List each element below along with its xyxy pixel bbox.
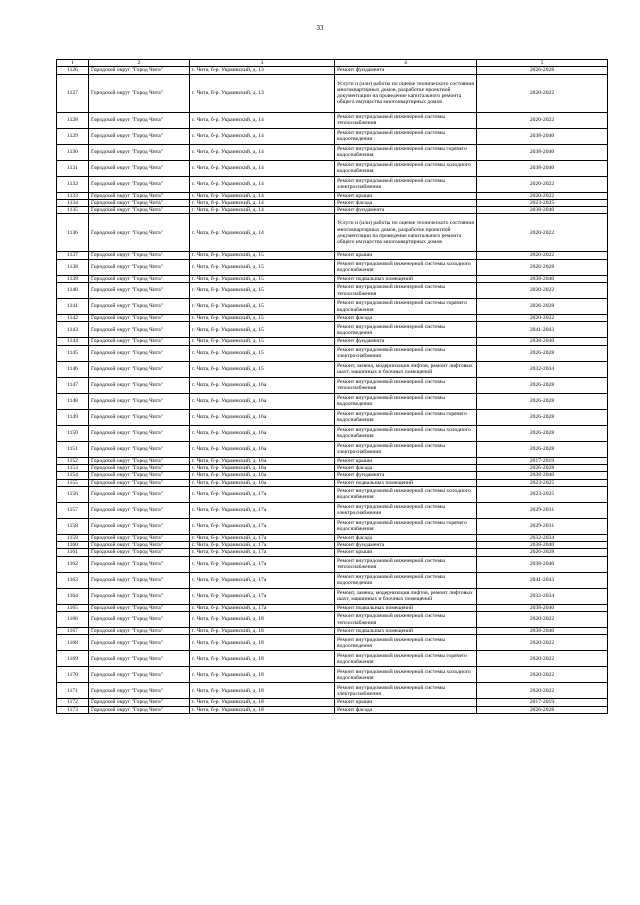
work-type: Ремонт фундамента: [335, 472, 477, 479]
municipality: Городской округ "Город Чита": [89, 699, 190, 706]
address: г. Чита, б-р. Украинский, д. 15: [190, 259, 335, 275]
period: 2020-2022: [477, 283, 608, 299]
period: 2023-2025: [477, 479, 608, 486]
address: г. Чита, б-р. Украинский, д. 16а: [190, 441, 335, 457]
row-number: 1166: [57, 612, 89, 628]
work-type: Ремонт внутридомовой инженерной системы горячего водоснабжения: [335, 144, 477, 160]
table-header-row: [57, 60, 608, 67]
table-row: [57, 67, 608, 74]
table-row: [57, 667, 608, 683]
period: 2038-2040: [477, 144, 608, 160]
table-row: [57, 441, 608, 457]
municipality: Городской округ "Город Чита": [89, 635, 190, 651]
row-number: 1155: [57, 479, 89, 486]
table-row: [57, 635, 608, 651]
municipality: Городской округ "Город Чита": [89, 572, 190, 588]
table-row: [57, 479, 608, 486]
row-number: 1132: [57, 176, 89, 192]
address: г. Чита, б-р. Украинский, д. 15: [190, 361, 335, 377]
table-row: [57, 556, 608, 572]
work-type: Ремонт внутридомовой инженерной системы водоотведения: [335, 572, 477, 588]
page-number: 33: [316, 24, 324, 32]
period: 2020-2022: [477, 683, 608, 699]
municipality: Городской округ "Город Чита": [89, 192, 190, 199]
municipality: Городской округ "Город Чита": [89, 667, 190, 683]
work-type: Ремонт подвальных помещений: [335, 479, 477, 486]
table-row: [57, 74, 608, 112]
municipality: Городской округ "Город Чита": [89, 534, 190, 541]
column-header: 1: [57, 60, 89, 67]
address: г. Чита, б-р. Украинский, д. 17а: [190, 486, 335, 502]
period: 2020-2022: [477, 315, 608, 322]
period: 2020-2022: [477, 176, 608, 192]
period: 2017-2019: [477, 457, 608, 464]
municipality: Городской округ "Город Чита": [89, 409, 190, 425]
row-number: 1170: [57, 667, 89, 683]
address: г. Чита, б-р. Украинский, д. 18: [190, 699, 335, 706]
address: г. Чита, б-р. Украинский, д. 13: [190, 74, 335, 112]
period: 2038-2040: [477, 160, 608, 176]
row-number: 1130: [57, 144, 89, 160]
address: г. Чита, б-р. Украинский, д. 17а: [190, 518, 335, 534]
address: г. Чита, б-р. Украинский, д. 15: [190, 252, 335, 259]
work-type: Ремонт внутридомовой инженерной системы водоотведения: [335, 393, 477, 409]
work-type: Ремонт, замена, модернизация лифтов, ремонт лифтовых шахт, машинных и блочных помещений: [335, 361, 477, 377]
table-row: [57, 518, 608, 534]
work-type: Ремонт крыши: [335, 192, 477, 199]
row-number: 1163: [57, 572, 89, 588]
row-number: 1154: [57, 472, 89, 479]
period: 2020-2022: [477, 667, 608, 683]
work-type: Ремонт фасада: [335, 464, 477, 471]
address: г. Чита, б-р. Украинский, д. 14: [190, 160, 335, 176]
row-number: 1134: [57, 199, 89, 206]
period: 2038-2040: [477, 128, 608, 144]
table-row: [57, 588, 608, 604]
table-row: [57, 207, 608, 214]
row-number: 1136: [57, 214, 89, 252]
row-number: 1141: [57, 299, 89, 315]
address: г. Чита, б-р. Украинский, д. 14: [190, 176, 335, 192]
period: 2038-2040: [477, 338, 608, 345]
work-type: Ремонт фундамента: [335, 67, 477, 74]
period: 2038-2040: [477, 275, 608, 282]
column-header: 5: [477, 60, 608, 67]
table-row: [57, 457, 608, 464]
work-type: Ремонт фасада: [335, 706, 477, 713]
work-type: Ремонт внутридомовой инженерной системы электроснабжения: [335, 683, 477, 699]
period: 2026-2028: [477, 464, 608, 471]
work-type: Ремонт внутридомовой инженерной системы холодного водоснабжения: [335, 486, 477, 502]
work-type: Ремонт внутридомовой инженерной системы электроснабжения: [335, 441, 477, 457]
table-row: [57, 472, 608, 479]
column-header: 4: [335, 60, 477, 67]
table-row: [57, 252, 608, 259]
address: г. Чита, б-р. Украинский, д. 14: [190, 144, 335, 160]
row-number: 1158: [57, 518, 89, 534]
table-row: [57, 275, 608, 282]
municipality: Городской округ "Город Чита": [89, 322, 190, 338]
period: 2026-2028: [477, 549, 608, 556]
table-row: [57, 322, 608, 338]
address: г. Чита, б-р. Украинский, д. 14: [190, 192, 335, 199]
work-type: Ремонт внутридомовой инженерной системы холодного водоснабжения: [335, 667, 477, 683]
period: 2029-2031: [477, 518, 608, 534]
address: г. Чита, б-р. Украинский, д. 16а: [190, 393, 335, 409]
period: 2029-2031: [477, 502, 608, 518]
work-type: Ремонт подвальных помещений: [335, 628, 477, 635]
address: г. Чита, б-р. Украинский, д. 18: [190, 667, 335, 683]
address: г. Чита, б-р. Украинский, д. 15: [190, 345, 335, 361]
municipality: Городской округ "Город Чита": [89, 315, 190, 322]
row-number: 1133: [57, 192, 89, 199]
row-number: 1138: [57, 259, 89, 275]
table-row: [57, 144, 608, 160]
row-number: 1159: [57, 534, 89, 541]
table-row: [57, 214, 608, 252]
municipality: Городской округ "Город Чита": [89, 252, 190, 259]
row-number: 1150: [57, 425, 89, 441]
table-row: [57, 128, 608, 144]
municipality: Городской округ "Город Чита": [89, 542, 190, 549]
table-row: [57, 572, 608, 588]
period: 2020-2022: [477, 112, 608, 128]
municipality: Городской округ "Город Чита": [89, 199, 190, 206]
address: г. Чита, б-р. Украинский, д. 15: [190, 275, 335, 282]
table-row: [57, 160, 608, 176]
address: г. Чита, б-р. Украинский, д. 16а: [190, 472, 335, 479]
address: г. Чита, б-р. Украинский, д. 16а: [190, 464, 335, 471]
work-type: Ремонт внутридомовой инженерной системы горячего водоснабжения: [335, 518, 477, 534]
table-row: [57, 651, 608, 667]
municipality: Городской округ "Город Чита": [89, 425, 190, 441]
work-type: Ремонт внутридомовой инженерной системы горячего водоснабжения: [335, 409, 477, 425]
municipality: Городской округ "Город Чита": [89, 338, 190, 345]
row-number: 1160: [57, 542, 89, 549]
municipality: Городской округ "Город Чита": [89, 74, 190, 112]
table-row: [57, 345, 608, 361]
row-number: 1151: [57, 441, 89, 457]
period: 2038-2040: [477, 472, 608, 479]
address: г. Чита, б-р. Украинский, д. 16а: [190, 425, 335, 441]
work-type: Ремонт внутридомовой инженерной системы холодного водоснабжения: [335, 259, 477, 275]
row-number: 1147: [57, 377, 89, 393]
work-type: Ремонт фасада: [335, 315, 477, 322]
table-row: [57, 338, 608, 345]
address: г. Чита, б-р. Украинский, д. 15: [190, 315, 335, 322]
table-row: [57, 315, 608, 322]
work-type: Ремонт внутридомовой инженерной системы теплоснабжения: [335, 377, 477, 393]
period: 2026-2028: [477, 345, 608, 361]
period: 2020-2022: [477, 192, 608, 199]
address: г. Чита, б-р. Украинский, д. 15: [190, 299, 335, 315]
table-row: [57, 393, 608, 409]
municipality: Городской округ "Город Чита": [89, 128, 190, 144]
row-number: 1129: [57, 128, 89, 144]
municipality: Городской округ "Город Чита": [89, 706, 190, 713]
work-type: Ремонт крыши: [335, 699, 477, 706]
municipality: Городской округ "Город Чита": [89, 377, 190, 393]
period: 2020-2022: [477, 252, 608, 259]
address: г. Чита, б-р. Украинский, д. 13: [190, 67, 335, 74]
table-row: [57, 409, 608, 425]
row-number: 1148: [57, 393, 89, 409]
address: г. Чита, б-р. Украинский, д. 18: [190, 683, 335, 699]
row-number: 1171: [57, 683, 89, 699]
table-row: [57, 683, 608, 699]
work-type: Ремонт внутридомовой инженерной системы горячего водоснабжения: [335, 299, 477, 315]
municipality: Городской округ "Город Чита": [89, 144, 190, 160]
address: г. Чита, б-р. Украинский, д. 18: [190, 635, 335, 651]
period: 2026-2028: [477, 441, 608, 457]
table-row: [57, 192, 608, 199]
table-row: [57, 534, 608, 541]
work-type: Ремонт внутридомовой инженерной системы водоотведения: [335, 635, 477, 651]
period: 2020-2022: [477, 635, 608, 651]
period: 2032-2034: [477, 361, 608, 377]
work-type: Ремонт фундамента: [335, 207, 477, 214]
municipality: Городской округ "Город Чита": [89, 275, 190, 282]
municipality: Городской округ "Город Чита": [89, 472, 190, 479]
work-type: Услуги и (или) работы по оценке технического состояния многоквартирных домов, разработке проектной документации на проведение капитального ремонта общего имущества многоквартирных домов: [335, 74, 477, 112]
work-type: Ремонт внутридомовой инженерной системы холодного водоснабжения: [335, 425, 477, 441]
row-number: 1145: [57, 345, 89, 361]
period: 2020-2022: [477, 612, 608, 628]
row-number: 1143: [57, 322, 89, 338]
table-row: [57, 542, 608, 549]
table-row: [57, 299, 608, 315]
period: 2032-2034: [477, 534, 608, 541]
row-number: 1165: [57, 604, 89, 611]
address: г. Чита, б-р. Украинский, д. 17а: [190, 534, 335, 541]
work-type: Ремонт подвальных помещений: [335, 604, 477, 611]
municipality: Городской округ "Город Чита": [89, 612, 190, 628]
work-type: Услуги и (или) работы по оценке технического состояния многоквартирных домов, разработке проектной документации на проведение капитального ремонта общего имущества многоквартирных домов: [335, 214, 477, 252]
row-number: 1156: [57, 486, 89, 502]
address: г. Чита, б-р. Украинский, д. 14: [190, 207, 335, 214]
row-number: 1167: [57, 628, 89, 635]
row-number: 1168: [57, 635, 89, 651]
municipality: Городской округ "Город Чита": [89, 556, 190, 572]
municipality: Городской округ "Город Чита": [89, 259, 190, 275]
row-number: 1127: [57, 74, 89, 112]
period: 2038-2040: [477, 542, 608, 549]
table-row: [57, 604, 608, 611]
work-type: Ремонт крыши: [335, 549, 477, 556]
period: 2026-2028: [477, 299, 608, 315]
table-row: [57, 486, 608, 502]
municipality: Городской округ "Город Чита": [89, 628, 190, 635]
municipality: Городской округ "Город Чита": [89, 361, 190, 377]
row-number: 1149: [57, 409, 89, 425]
table-row: [57, 176, 608, 192]
table-row: [57, 112, 608, 128]
period: 2026-2028: [477, 409, 608, 425]
row-number: 1144: [57, 338, 89, 345]
repair-schedule-table: [56, 59, 608, 714]
address: г. Чита, б-р. Украинский, д. 16а: [190, 409, 335, 425]
municipality: Городской округ "Город Чита": [89, 464, 190, 471]
address: г. Чита, б-р. Украинский, д. 14: [190, 128, 335, 144]
row-number: 1137: [57, 252, 89, 259]
table-row: [57, 259, 608, 275]
row-number: 1162: [57, 556, 89, 572]
row-number: 1173: [57, 706, 89, 713]
period: 2026-2028: [477, 377, 608, 393]
table-row: [57, 425, 608, 441]
work-type: Ремонт внутридомовой инженерной системы электроснабжения: [335, 176, 477, 192]
table-row: [57, 283, 608, 299]
address: г. Чита, б-р. Украинский, д. 14: [190, 199, 335, 206]
address: г. Чита, б-р. Украинский, д. 17а: [190, 502, 335, 518]
row-number: 1140: [57, 283, 89, 299]
municipality: Городской округ "Город Чита": [89, 283, 190, 299]
table-row: [57, 628, 608, 635]
row-number: 1146: [57, 361, 89, 377]
period: 2032-2034: [477, 588, 608, 604]
address: г. Чита, б-р. Украинский, д. 16а: [190, 377, 335, 393]
address: г. Чита, б-р. Украинский, д. 17а: [190, 556, 335, 572]
municipality: Городской округ "Город Чита": [89, 683, 190, 699]
municipality: Городской округ "Город Чита": [89, 112, 190, 128]
work-type: Ремонт внутридомовой инженерной системы электроснабжения: [335, 502, 477, 518]
municipality: Городской округ "Город Чита": [89, 299, 190, 315]
period: 2017-2019: [477, 699, 608, 706]
period: 2038-2040: [477, 628, 608, 635]
address: г. Чита, б-р. Украинский, д. 16а: [190, 479, 335, 486]
period: 2038-2040: [477, 604, 608, 611]
address: г. Чита, б-р. Украинский, д. 14: [190, 214, 335, 252]
municipality: Городской округ "Город Чита": [89, 479, 190, 486]
period: 2023-2025: [477, 199, 608, 206]
work-type: Ремонт внутридомовой инженерной системы теплоснабжения: [335, 612, 477, 628]
row-number: 1152: [57, 457, 89, 464]
table-row: [57, 699, 608, 706]
address: г. Чита, б-р. Украинский, д. 15: [190, 322, 335, 338]
address: г. Чита, б-р. Украинский, д. 18: [190, 706, 335, 713]
table-row: [57, 706, 608, 713]
table-row: [57, 361, 608, 377]
work-type: Ремонт внутридомовой инженерной системы теплоснабжения: [335, 556, 477, 572]
municipality: Городской округ "Город Чита": [89, 549, 190, 556]
period: 2038-2040: [477, 207, 608, 214]
address: г. Чита, б-р. Украинский, д. 15: [190, 338, 335, 345]
period: 2020-2022: [477, 651, 608, 667]
work-type: Ремонт крыши: [335, 457, 477, 464]
table-row: [57, 549, 608, 556]
work-type: Ремонт фасада: [335, 199, 477, 206]
row-number: 1172: [57, 699, 89, 706]
municipality: Городской округ "Город Чита": [89, 207, 190, 214]
period: 2023-2025: [477, 486, 608, 502]
address: г. Чита, б-р. Украинский, д. 18: [190, 612, 335, 628]
address: г. Чита, б-р. Украинский, д. 17а: [190, 549, 335, 556]
municipality: Городской округ "Город Чита": [89, 651, 190, 667]
address: г. Чита, б-р. Украинский, д. 17а: [190, 542, 335, 549]
municipality: Городской округ "Город Чита": [89, 160, 190, 176]
period: 2038-2040: [477, 556, 608, 572]
period: 2041-2043: [477, 572, 608, 588]
period: 2026-2028: [477, 425, 608, 441]
period: 2026-2028: [477, 67, 608, 74]
municipality: Городской округ "Город Чита": [89, 486, 190, 502]
municipality: Городской округ "Город Чита": [89, 67, 190, 74]
address: г. Чита, б-р. Украинский, д. 15: [190, 283, 335, 299]
municipality: Городской округ "Город Чита": [89, 588, 190, 604]
column-header: 3: [190, 60, 335, 67]
row-number: 1164: [57, 588, 89, 604]
period: 2020-2022: [477, 74, 608, 112]
work-type: Ремонт внутридомовой инженерной системы теплоснабжения: [335, 283, 477, 299]
municipality: Городской округ "Город Чита": [89, 345, 190, 361]
work-type: Ремонт крыши: [335, 252, 477, 259]
work-type: Ремонт фундамента: [335, 338, 477, 345]
row-number: 1153: [57, 464, 89, 471]
work-type: Ремонт внутридомовой инженерной системы водоотведения: [335, 128, 477, 144]
address: г. Чита, б-р. Украинский, д. 14: [190, 112, 335, 128]
table-row: [57, 612, 608, 628]
period: 2026-2028: [477, 259, 608, 275]
municipality: Городской округ "Город Чита": [89, 214, 190, 252]
municipality: Городской округ "Город Чита": [89, 518, 190, 534]
period: 2020-2022: [477, 214, 608, 252]
column-header: 2: [89, 60, 190, 67]
row-number: 1126: [57, 67, 89, 74]
table-row: [57, 377, 608, 393]
row-number: 1131: [57, 160, 89, 176]
table-row: [57, 502, 608, 518]
work-type: Ремонт внутридомовой инженерной системы теплоснабжения: [335, 112, 477, 128]
municipality: Городской округ "Город Чита": [89, 502, 190, 518]
address: г. Чита, б-р. Украинский, д. 17а: [190, 572, 335, 588]
row-number: 1161: [57, 549, 89, 556]
address: г. Чита, б-р. Украинский, д. 18: [190, 628, 335, 635]
period: 2041-2043: [477, 322, 608, 338]
table-row: [57, 199, 608, 206]
municipality: Городской округ "Город Чита": [89, 393, 190, 409]
work-type: Ремонт подвальных помещений: [335, 275, 477, 282]
municipality: Городской округ "Город Чита": [89, 457, 190, 464]
period: 2026-2028: [477, 393, 608, 409]
municipality: Городской округ "Город Чита": [89, 176, 190, 192]
work-type: Ремонт внутридомовой инженерной системы холодного водоснабжения: [335, 160, 477, 176]
table-row: [57, 464, 608, 471]
work-type: Ремонт внутридомовой инженерной системы электроснабжения: [335, 345, 477, 361]
period: 2026-2028: [477, 706, 608, 713]
address: г. Чита, б-р. Украинский, д. 17а: [190, 588, 335, 604]
row-number: 1135: [57, 207, 89, 214]
work-type: Ремонт внутридомовой инженерной системы водоотведения: [335, 322, 477, 338]
address: г. Чита, б-р. Украинский, д. 18: [190, 651, 335, 667]
row-number: 1142: [57, 315, 89, 322]
work-type: Ремонт фасада: [335, 534, 477, 541]
work-type: Ремонт фундамента: [335, 542, 477, 549]
work-type: Ремонт внутридомовой инженерной системы горячего водоснабжения: [335, 651, 477, 667]
municipality: Городской округ "Город Чита": [89, 441, 190, 457]
address: г. Чита, б-р. Украинский, д. 17а: [190, 604, 335, 611]
row-number: 1157: [57, 502, 89, 518]
row-number: 1128: [57, 112, 89, 128]
municipality: Городской округ "Город Чита": [89, 604, 190, 611]
row-number: 1169: [57, 651, 89, 667]
work-type: Ремонт, замена, модернизация лифтов, ремонт лифтовых шахт, машинных и блочных помещений: [335, 588, 477, 604]
row-number: 1139: [57, 275, 89, 282]
address: г. Чита, б-р. Украинский, д. 16а: [190, 457, 335, 464]
